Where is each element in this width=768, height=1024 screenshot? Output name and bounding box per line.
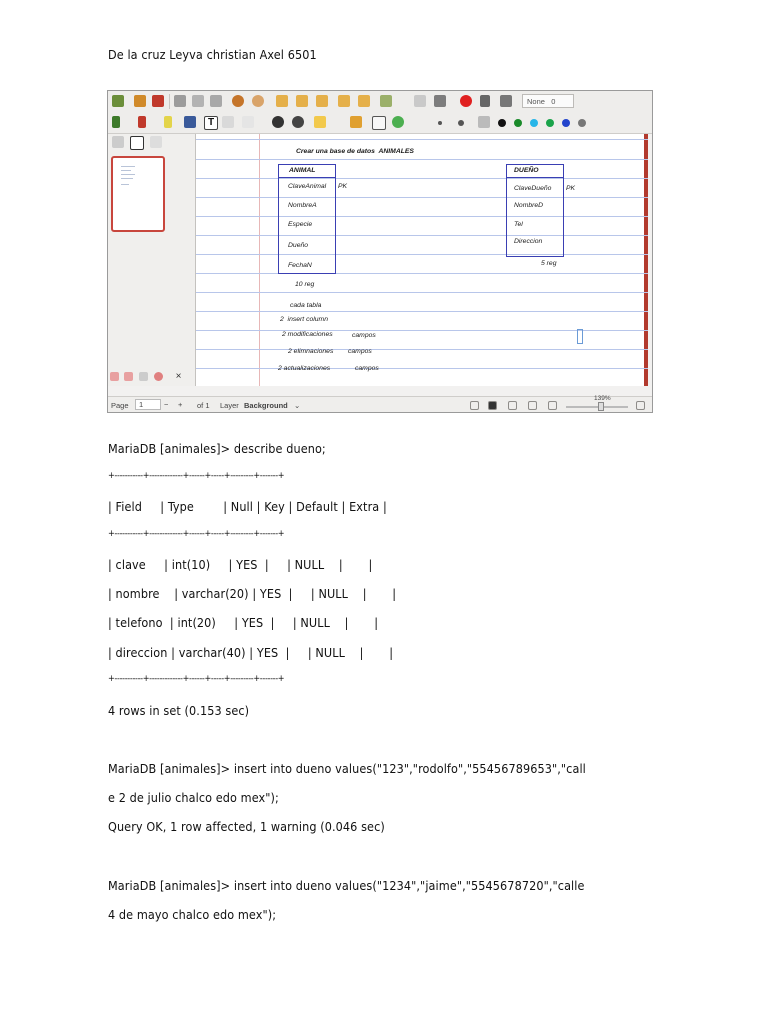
animal-field: ClaveAnimal <box>288 183 327 190</box>
layer-select[interactable]: Background <box>244 401 288 410</box>
record-icon[interactable] <box>460 95 472 107</box>
move-up-icon[interactable] <box>110 372 119 381</box>
highlighter-icon[interactable] <box>164 116 172 128</box>
move-down-icon[interactable] <box>124 372 133 381</box>
copy-page-icon[interactable] <box>139 372 148 381</box>
dueno-field: Direccion <box>514 238 543 245</box>
task-intro: cada tabla <box>290 302 322 309</box>
task-item: 2 actualizaciones <box>278 365 331 372</box>
first-page-icon[interactable] <box>276 95 288 107</box>
zoom-fit-icon[interactable] <box>414 95 426 107</box>
pen-color-select[interactable]: None 0 <box>522 94 574 108</box>
layer-label: Layer <box>220 401 239 410</box>
dueno-header: DUEÑO <box>514 167 539 174</box>
ruler-icon[interactable] <box>292 116 304 128</box>
console-line: Query OK, 1 row affected, 1 warning (0.046 sec) <box>108 819 385 834</box>
cut-icon[interactable] <box>174 95 186 107</box>
layer-dropdown-icon[interactable]: ⌄ <box>294 401 301 410</box>
zoom-fit-icon[interactable] <box>636 401 645 410</box>
view-icon[interactable] <box>548 401 557 410</box>
task-item: 2 modificaciones <box>282 331 333 338</box>
zoom-slider-handle[interactable] <box>598 402 604 411</box>
refresh-icon[interactable] <box>392 116 404 128</box>
main-toolbar <box>108 91 652 113</box>
dueno-count: 5 reg <box>541 260 557 267</box>
view-icon[interactable] <box>508 401 517 410</box>
fullscreen-icon[interactable] <box>434 95 446 107</box>
console-line: | clave | int(10) | YES | | NULL | | <box>108 557 373 572</box>
next-page-icon[interactable] <box>338 95 350 107</box>
undo-icon[interactable] <box>232 95 244 107</box>
copy-icon[interactable] <box>192 95 204 107</box>
close-icon[interactable]: × <box>175 371 182 382</box>
console-line: +-----------+-------------+------+-----+---------+-------+ <box>108 529 285 539</box>
paste-icon[interactable] <box>210 95 222 107</box>
page-sidebar <box>108 134 196 386</box>
delete-page-icon[interactable] <box>154 372 163 381</box>
down-icon[interactable] <box>316 95 328 107</box>
sidebar-tab-pages-icon[interactable] <box>112 136 124 148</box>
console-line: +-----------+-------------+------+-----+---------+-------+ <box>108 471 285 481</box>
notebook-page[interactable] <box>196 134 648 386</box>
console-line: 4 de mayo chalco edo mex"); <box>108 907 277 922</box>
page-thumbnail[interactable] <box>111 156 165 232</box>
task-suffix: campos <box>352 332 376 339</box>
color-lightblue-icon[interactable] <box>530 119 538 127</box>
text-icon[interactable]: T <box>204 116 218 130</box>
animal-table-box <box>278 164 336 274</box>
animal-field: NombreA <box>288 202 317 209</box>
prev-page-icon[interactable] <box>296 95 308 107</box>
console-line: | telefono | int(20) | YES | | NULL | | <box>108 615 379 630</box>
stop-icon[interactable] <box>500 95 512 107</box>
open-icon[interactable] <box>134 95 146 107</box>
animal-field: Especie <box>288 221 313 228</box>
fill-icon[interactable] <box>478 116 490 128</box>
view-icon[interactable] <box>528 401 537 410</box>
status-bar <box>108 396 652 413</box>
eraser-icon[interactable] <box>138 116 146 128</box>
color-blue-icon[interactable] <box>562 119 570 127</box>
console-line: MariaDB [animales]> insert into dueno values("1234","jaime","5545678720","calle <box>108 878 585 893</box>
task-suffix: campos <box>348 348 372 355</box>
console-line: 4 rows in set (0.153 sec) <box>108 703 250 718</box>
animal-field: Dueño <box>288 242 309 249</box>
page-increment-button[interactable]: + <box>178 400 183 409</box>
last-page-icon[interactable] <box>358 95 370 107</box>
dueno-pk: PK <box>566 185 576 192</box>
save-icon[interactable] <box>152 95 164 107</box>
task-suffix: campos <box>355 365 379 372</box>
zoom-level: 139% <box>594 395 611 402</box>
task-item: 2 insert column <box>280 316 328 323</box>
console-line: +-----------+-------------+------+-----+---------+-------+ <box>108 674 285 684</box>
page-number-input[interactable]: 1 <box>135 399 161 410</box>
pen-icon[interactable] <box>112 116 120 128</box>
animal-field: FechaN <box>288 262 312 269</box>
grid-icon[interactable] <box>222 116 234 128</box>
color-gray-icon[interactable] <box>578 119 586 127</box>
notes-title: Crear una base de datos ANIMALES <box>296 148 414 155</box>
color-black-icon[interactable] <box>498 119 506 127</box>
fine-size-icon[interactable] <box>438 121 442 125</box>
select-rect-icon[interactable] <box>314 116 326 128</box>
view-icon[interactable] <box>488 401 497 410</box>
view-icon[interactable] <box>470 401 479 410</box>
color-lightgreen-icon[interactable] <box>546 119 554 127</box>
author-line: De la cruz Leyva christian Axel 6501 <box>108 47 317 62</box>
dueno-field: Tel <box>514 221 523 228</box>
color-green-icon[interactable] <box>514 119 522 127</box>
zoom-slider[interactable] <box>566 406 628 408</box>
medium-size-icon[interactable] <box>458 120 464 126</box>
console-line: | Field | Type | Null | Key | Default | Extra | <box>108 499 387 514</box>
redo-icon[interactable] <box>252 95 264 107</box>
console-line: MariaDB [animales]> describe dueno; <box>108 441 326 456</box>
hand-icon[interactable] <box>372 116 386 130</box>
console-line: e 2 de julio chalco edo mex"); <box>108 790 279 805</box>
console-line: MariaDB [animales]> insert into dueno values("123","rodolfo","55456789653","call <box>108 761 586 776</box>
animal-count: 10 reg <box>295 281 315 288</box>
animal-header: ANIMAL <box>289 167 316 174</box>
sidebar-tab-thumbs-icon[interactable] <box>130 136 144 150</box>
console-line: | direccion | varchar(40) | YES | | NULL | | <box>108 645 394 660</box>
image-icon[interactable] <box>184 116 196 128</box>
vertical-space-icon[interactable] <box>350 116 362 128</box>
page-label: Page <box>111 401 129 410</box>
add-page-icon[interactable] <box>380 95 392 107</box>
sidebar-tab-layers-icon[interactable] <box>150 136 162 148</box>
page-of-label: of 1 <box>197 401 210 410</box>
pause-icon[interactable] <box>480 95 490 107</box>
shape-icon[interactable] <box>272 116 284 128</box>
console-line: | nombre | varchar(20) | YES | | NULL | | <box>108 586 397 601</box>
embedded-screenshot <box>107 90 653 413</box>
text-cursor-box <box>577 329 583 344</box>
dueno-field: ClaveDueño <box>514 185 552 192</box>
task-item: 2 elimnaciones <box>288 348 334 355</box>
dueno-field: NombreD <box>514 202 544 209</box>
page-decrement-button[interactable]: − <box>164 400 169 409</box>
new-page-icon[interactable] <box>112 95 124 107</box>
line-icon[interactable] <box>242 116 254 128</box>
tools-toolbar <box>108 112 652 134</box>
animal-pk: PK <box>338 183 348 190</box>
